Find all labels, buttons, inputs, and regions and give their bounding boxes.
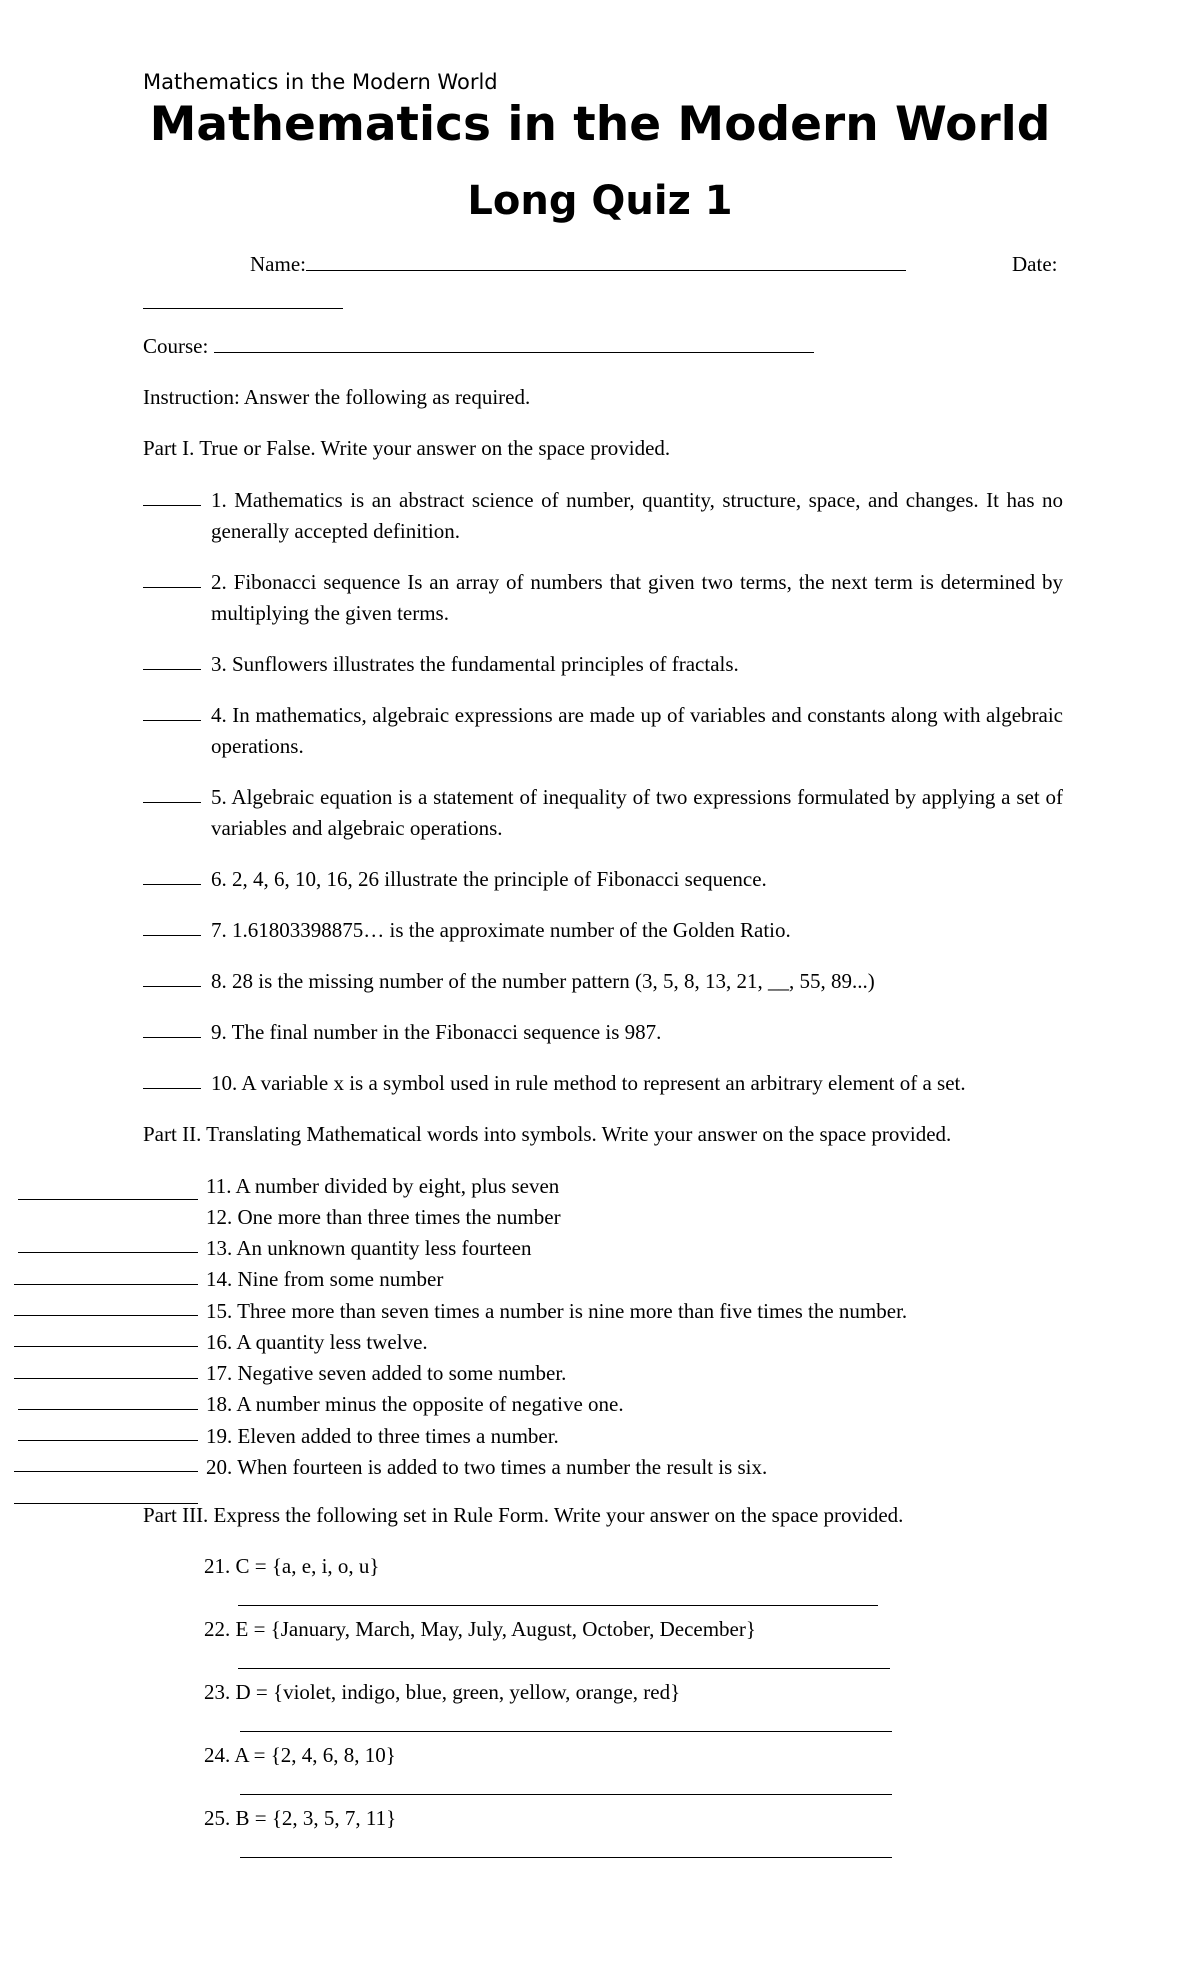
answer-blank[interactable]	[238, 1668, 890, 1669]
answer-blank[interactable]	[18, 1409, 198, 1410]
tf-item	[143, 864, 1063, 895]
answer-blank[interactable]	[18, 1440, 198, 1441]
answer-blank[interactable]	[14, 1346, 198, 1347]
translation-item: 14. Nine from some number	[206, 1267, 444, 1291]
course-field	[143, 334, 814, 359]
tf-item-text: 3. Sunflowers illustrates the fundamental principles of fractals.	[211, 652, 739, 676]
tf-item	[143, 567, 1063, 629]
answer-blank[interactable]	[14, 1315, 198, 1316]
translation-item: 12. One more than three times the number	[206, 1205, 561, 1229]
name-label: Name:	[250, 252, 306, 276]
part3-heading: Part III. Express the following set in Rule Form. Write your answer on the space provided.	[143, 1503, 904, 1527]
tf-item	[143, 966, 1063, 997]
name-blank[interactable]	[306, 252, 906, 271]
course-label: Course:	[143, 334, 209, 358]
tf-item	[143, 782, 1063, 844]
set-item: 24. A = {2, 4, 6, 8, 10}	[204, 1743, 396, 1767]
answer-blank[interactable]	[14, 1284, 198, 1285]
set-item: 23. D = {violet, indigo, blue, green, yellow, orange, red}	[204, 1680, 681, 1704]
answer-blank[interactable]	[143, 567, 201, 588]
running-header: Mathematics in the Modern World	[143, 70, 498, 94]
tf-item-text: 2. Fibonacci sequence Is an array of numbers that given two terms, the next term is determined by multiplying the given terms.	[211, 570, 1063, 625]
answer-blank[interactable]	[143, 1017, 201, 1038]
answer-blank[interactable]	[143, 864, 201, 885]
tf-item-text: 6. 2, 4, 6, 10, 16, 26 illustrate the principle of Fibonacci sequence.	[211, 867, 767, 891]
part2-heading: Part II. Translating Mathematical words into symbols. Write your answer on the space provided.	[143, 1122, 952, 1146]
answer-blank[interactable]	[143, 1068, 201, 1089]
translation-item: 16. A quantity less twelve.	[206, 1330, 428, 1354]
translation-item: 18. A number minus the opposite of negative one.	[206, 1392, 624, 1416]
answer-blank[interactable]	[143, 966, 201, 987]
tf-item-text: 10. A variable x is a symbol used in rule method to represent an arbitrary element of a set.	[211, 1071, 966, 1095]
part1-heading: Part I. True or False. Write your answer on the space provided.	[143, 436, 671, 460]
tf-item-text: 4. In mathematics, algebraic expressions are made up of variables and constants along with algebraic operations.	[211, 703, 1063, 758]
answer-blank[interactable]	[18, 1252, 198, 1253]
translation-item: 13. An unknown quantity less fourteen	[206, 1236, 532, 1260]
answer-blank[interactable]	[143, 782, 201, 803]
answer-blank[interactable]	[143, 915, 201, 936]
translation-item: 17. Negative seven added to some number.	[206, 1361, 567, 1385]
translation-item: 19. Eleven added to three times a number.	[206, 1424, 559, 1448]
tf-item	[143, 649, 1063, 680]
tf-item	[143, 700, 1063, 762]
set-item: 22. E = {January, March, May, July, August, October, December}	[204, 1617, 756, 1641]
tf-item	[143, 1068, 1063, 1099]
name-field	[250, 252, 906, 277]
tf-item	[143, 485, 1063, 547]
translation-item: 11. A number divided by eight, plus seven	[206, 1174, 560, 1198]
translation-item: 20. When fourteen is added to two times a number the result is six.	[206, 1455, 768, 1479]
tf-item-text: 7. 1.61803398875… is the approximate number of the Golden Ratio.	[211, 918, 791, 942]
tf-item-text: 5. Algebraic equation is a statement of inequality of two expressions formulated by applying a set of variables and algebraic operations.	[211, 785, 1063, 840]
tf-item-text: 1. Mathematics is an abstract science of number, quantity, structure, space, and changes. It has no generally accepted definition.	[211, 488, 1063, 543]
date-label: Date:	[1012, 252, 1058, 276]
answer-blank[interactable]	[143, 700, 201, 721]
answer-blank[interactable]	[14, 1378, 198, 1379]
document-title: Mathematics in the Modern World	[149, 97, 1051, 152]
answer-blank[interactable]	[143, 485, 201, 506]
tf-item	[143, 1017, 1063, 1048]
translation-item: 15. Three more than seven times a number is nine more than five times the number.	[206, 1299, 908, 1323]
course-blank[interactable]	[214, 334, 814, 353]
instruction-text: Instruction: Answer the following as required.	[143, 385, 531, 409]
tf-item-text: 9. The final number in the Fibonacci sequence is 987.	[211, 1020, 662, 1044]
answer-blank[interactable]	[238, 1605, 878, 1606]
answer-blank[interactable]	[18, 1199, 198, 1200]
tf-item-text: 8. 28 is the missing number of the number pattern (3, 5, 8, 13, 21, __, 55, 89...)	[211, 969, 875, 993]
answer-blank[interactable]	[14, 1471, 198, 1472]
set-item: 21. C = {a, e, i, o, u}	[204, 1554, 380, 1578]
tf-item	[143, 915, 1063, 946]
set-item: 25. B = {2, 3, 5, 7, 11}	[204, 1806, 397, 1830]
answer-blank[interactable]	[240, 1857, 892, 1858]
answer-blank[interactable]	[143, 649, 201, 670]
answer-blank[interactable]	[240, 1794, 892, 1795]
document-subtitle: Long Quiz 1	[467, 178, 733, 224]
answer-blank[interactable]	[240, 1731, 892, 1732]
date-blank[interactable]	[143, 308, 343, 309]
